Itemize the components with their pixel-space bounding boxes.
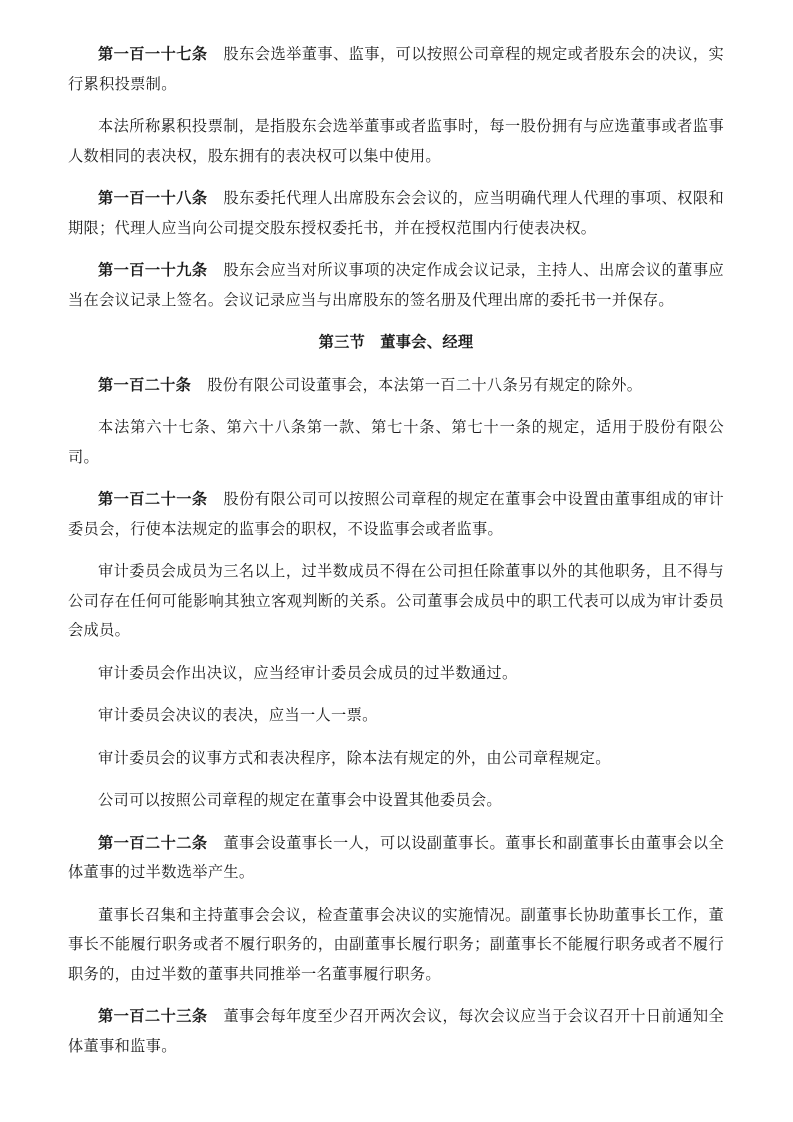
article-122 <box>68 829 724 888</box>
article-123 <box>68 1002 724 1061</box>
article-120 <box>68 371 724 401</box>
article-text: 股份有限公司设董事会，本法第一百二十八条另有规定的除外。 <box>207 375 643 394</box>
paragraph: 审计委员会作出决议，应当经审计委员会成员的过半数通过。 <box>98 663 518 682</box>
article-121 <box>68 485 724 544</box>
paragraph: 公司可以按照公司章程的规定在董事会中设置其他委员会。 <box>98 791 502 809</box>
document-body <box>68 40 724 1074</box>
article-number: 第一百二十二条 <box>98 833 208 852</box>
section-title: 董事会、经理 <box>380 333 474 351</box>
article-117 <box>68 40 724 99</box>
article-text: 股份有限公司可以按照公司章程的规定在董事会中设置由董事组成的审计委员会，行使本法规定的监事会的职权，不设监事会或者监事。 <box>68 490 725 538</box>
article-text: 董事会设董事长一人，可以设副董事长。董事长和副董事长由董事会以全体董事的过半数选举产生。 <box>68 833 725 881</box>
paragraph: 董事长召集和主持董事会会议，检查董事会决议的实施情况。副董事长协助董事长工作，董事长不能履行职务或者不履行职务的，由副董事长履行职务；副董事长不能履行职务或者不履行职务的，由过半数的董事共同推举一名董事履行职务。 <box>68 905 724 983</box>
article-number: 第一百二十三条 <box>98 1007 208 1025</box>
article-text: 董事会每年度至少召开两次会议，每次会议应当于会议召开十日前通知全体董事和监事。 <box>68 1007 725 1055</box>
paragraph: 审计委员会成员为三名以上，过半数成员不得在公司担任除董事以外的其他职务，且不得与公司存在任何可能影响其独立客观判断的关系。公司董事会成员中的职工代表可以成为审计委员会成员。 <box>68 562 724 639</box>
paragraph: 本法所称累积投票制，是指股东会选举董事或者监事时，每一股份拥有与应选董事或者监事人数相同的表决权，股东拥有的表决权可以集中使用。 <box>68 117 724 165</box>
article-118 <box>68 184 724 243</box>
paragraph: 审计委员会的议事方式和表决程序，除本法有规定的外，由公司章程规定。 <box>98 748 611 767</box>
article-number: 第一百一十七条 <box>98 45 208 63</box>
article-text: 股东委托代理人出席股东会会议的，应当明确代理人代理的事项、权限和期限；代理人应当向公司提交股东授权委托书，并在授权范围内行使表决权。 <box>68 189 725 237</box>
article-text: 股东会应当对所议事项的决定作成会议记录，主持人、出席会议的董事应当在会议记录上签名。会议记录应当与出席股东的签名册及代理出席的委托书一并保存。 <box>68 261 725 309</box>
section-number: 第三节 <box>318 333 366 351</box>
article-number: 第一百二十一条 <box>98 490 208 508</box>
article-119 <box>68 256 724 315</box>
article-number: 第一百一十八条 <box>98 189 208 207</box>
section-heading <box>68 328 724 358</box>
article-text: 股东会选举董事、监事，可以按照公司章程的规定或者股东会的决议，实行累积投票制。 <box>68 45 725 93</box>
paragraph: 本法第六十七条、第六十八条第一款、第七十条、第七十一条的规定，适用于股份有限公司。 <box>68 418 724 466</box>
article-number: 第一百二十条 <box>98 375 192 394</box>
paragraph: 审计委员会决议的表决，应当一人一票。 <box>98 706 378 724</box>
article-number: 第一百一十九条 <box>98 261 208 279</box>
